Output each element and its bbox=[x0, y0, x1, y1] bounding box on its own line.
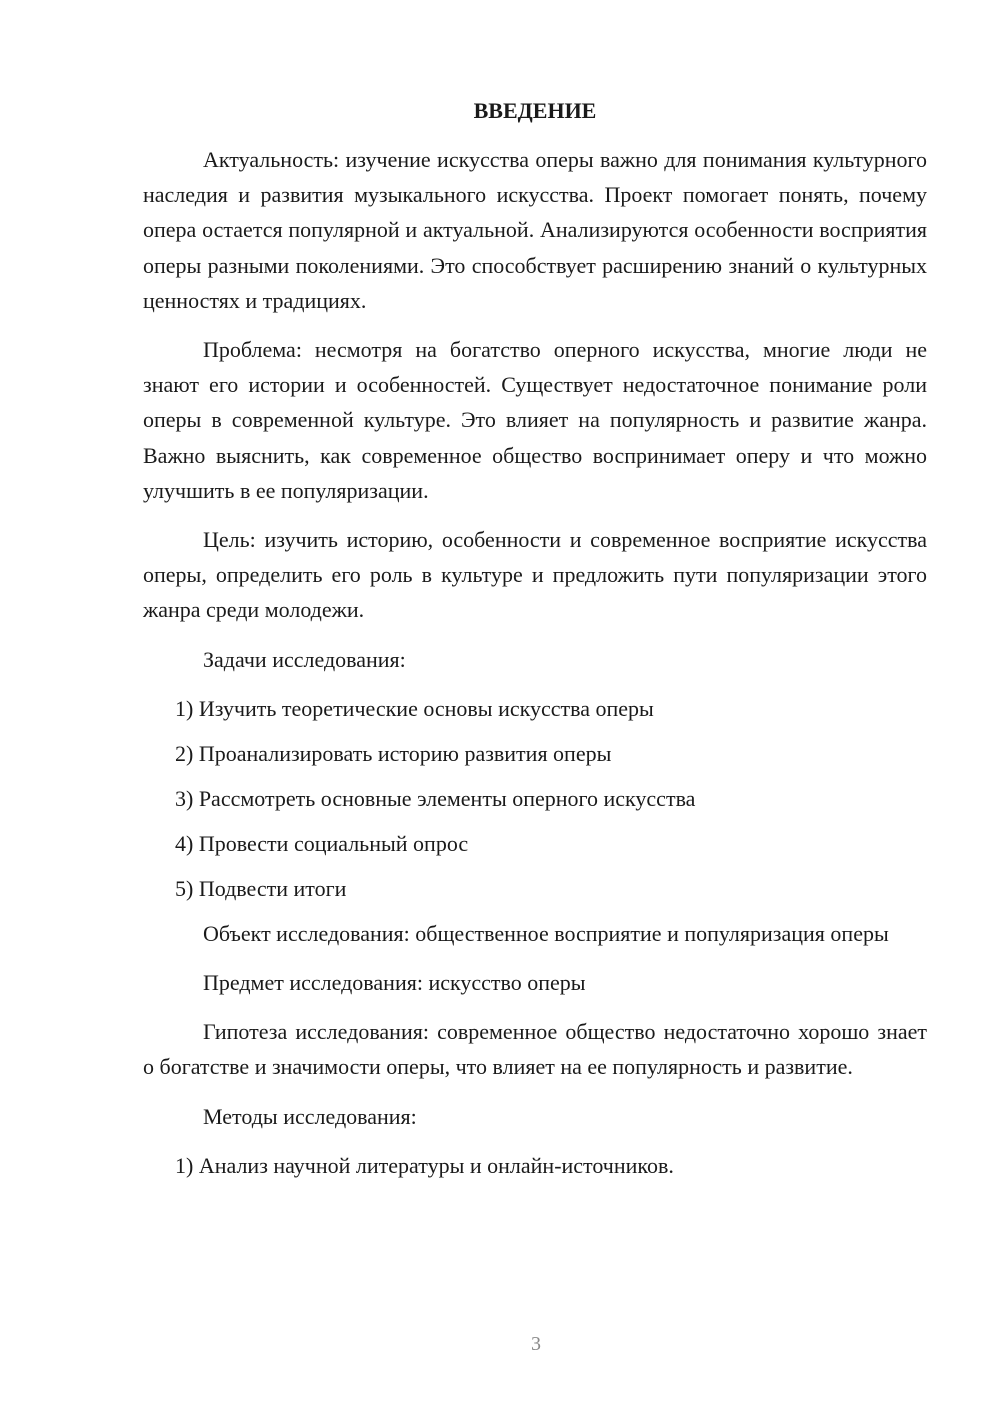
list-item: 1) Анализ научной литературы и онлайн-источников. bbox=[175, 1152, 674, 1178]
relevance-paragraph: Актуальность: изучение искусства оперы важно для понимания культурного наследия и развития музыкального искусства. Проект помогает понять, почему опера остается популярной и актуальной. Анализируются особенности восприятия оперы разными поколениями. Это способствует расширению знаний о культурных ценностях и традициях. bbox=[143, 147, 927, 313]
list-item: 3) Рассмотреть основные элементы оперного искусства bbox=[175, 785, 696, 811]
methods-list bbox=[143, 1148, 927, 1183]
subject-paragraph: Предмет исследования: искусство оперы bbox=[203, 970, 586, 996]
problem-paragraph: Проблема: несмотря на богатство оперного искусства, многие люди не знают его истории и особенностей. Существует недостаточное понимание роли оперы в современной культуре. Это влияет на популярность и развитие жанра. Важно выяснить, как современное общество воспринимает оперу и что можно улучшить в ее популяризации. bbox=[143, 337, 927, 503]
tasks-list bbox=[143, 691, 927, 906]
list-item: 2) Проанализировать историю развития оперы bbox=[175, 740, 612, 766]
hypothesis-paragraph: Гипотеза исследования: современное общество недостаточно хорошо знает о богатстве и значимости оперы, что влияет на ее популярность и развитие. bbox=[143, 1019, 927, 1080]
document-body bbox=[143, 142, 927, 1193]
list-item: 5) Подвести итоги bbox=[175, 875, 347, 901]
methods-heading: Методы исследования: bbox=[203, 1103, 417, 1129]
section-title: ВВЕДЕНИЕ bbox=[473, 98, 597, 123]
page-number: 3 bbox=[531, 1333, 541, 1355]
goal-paragraph: Цель: изучить историю, особенности и современное восприятие искусства оперы, определить его роль в культуре и предложить пути популяризации этого жанра среди молодежи. bbox=[143, 527, 927, 623]
tasks-heading: Задачи исследования: bbox=[203, 646, 406, 672]
list-item: 1) Изучить теоретические основы искусства оперы bbox=[175, 695, 654, 721]
list-item: 4) Провести социальный опрос bbox=[175, 830, 469, 856]
object-paragraph: Объект исследования: общественное восприятие и популяризация оперы bbox=[203, 920, 889, 946]
